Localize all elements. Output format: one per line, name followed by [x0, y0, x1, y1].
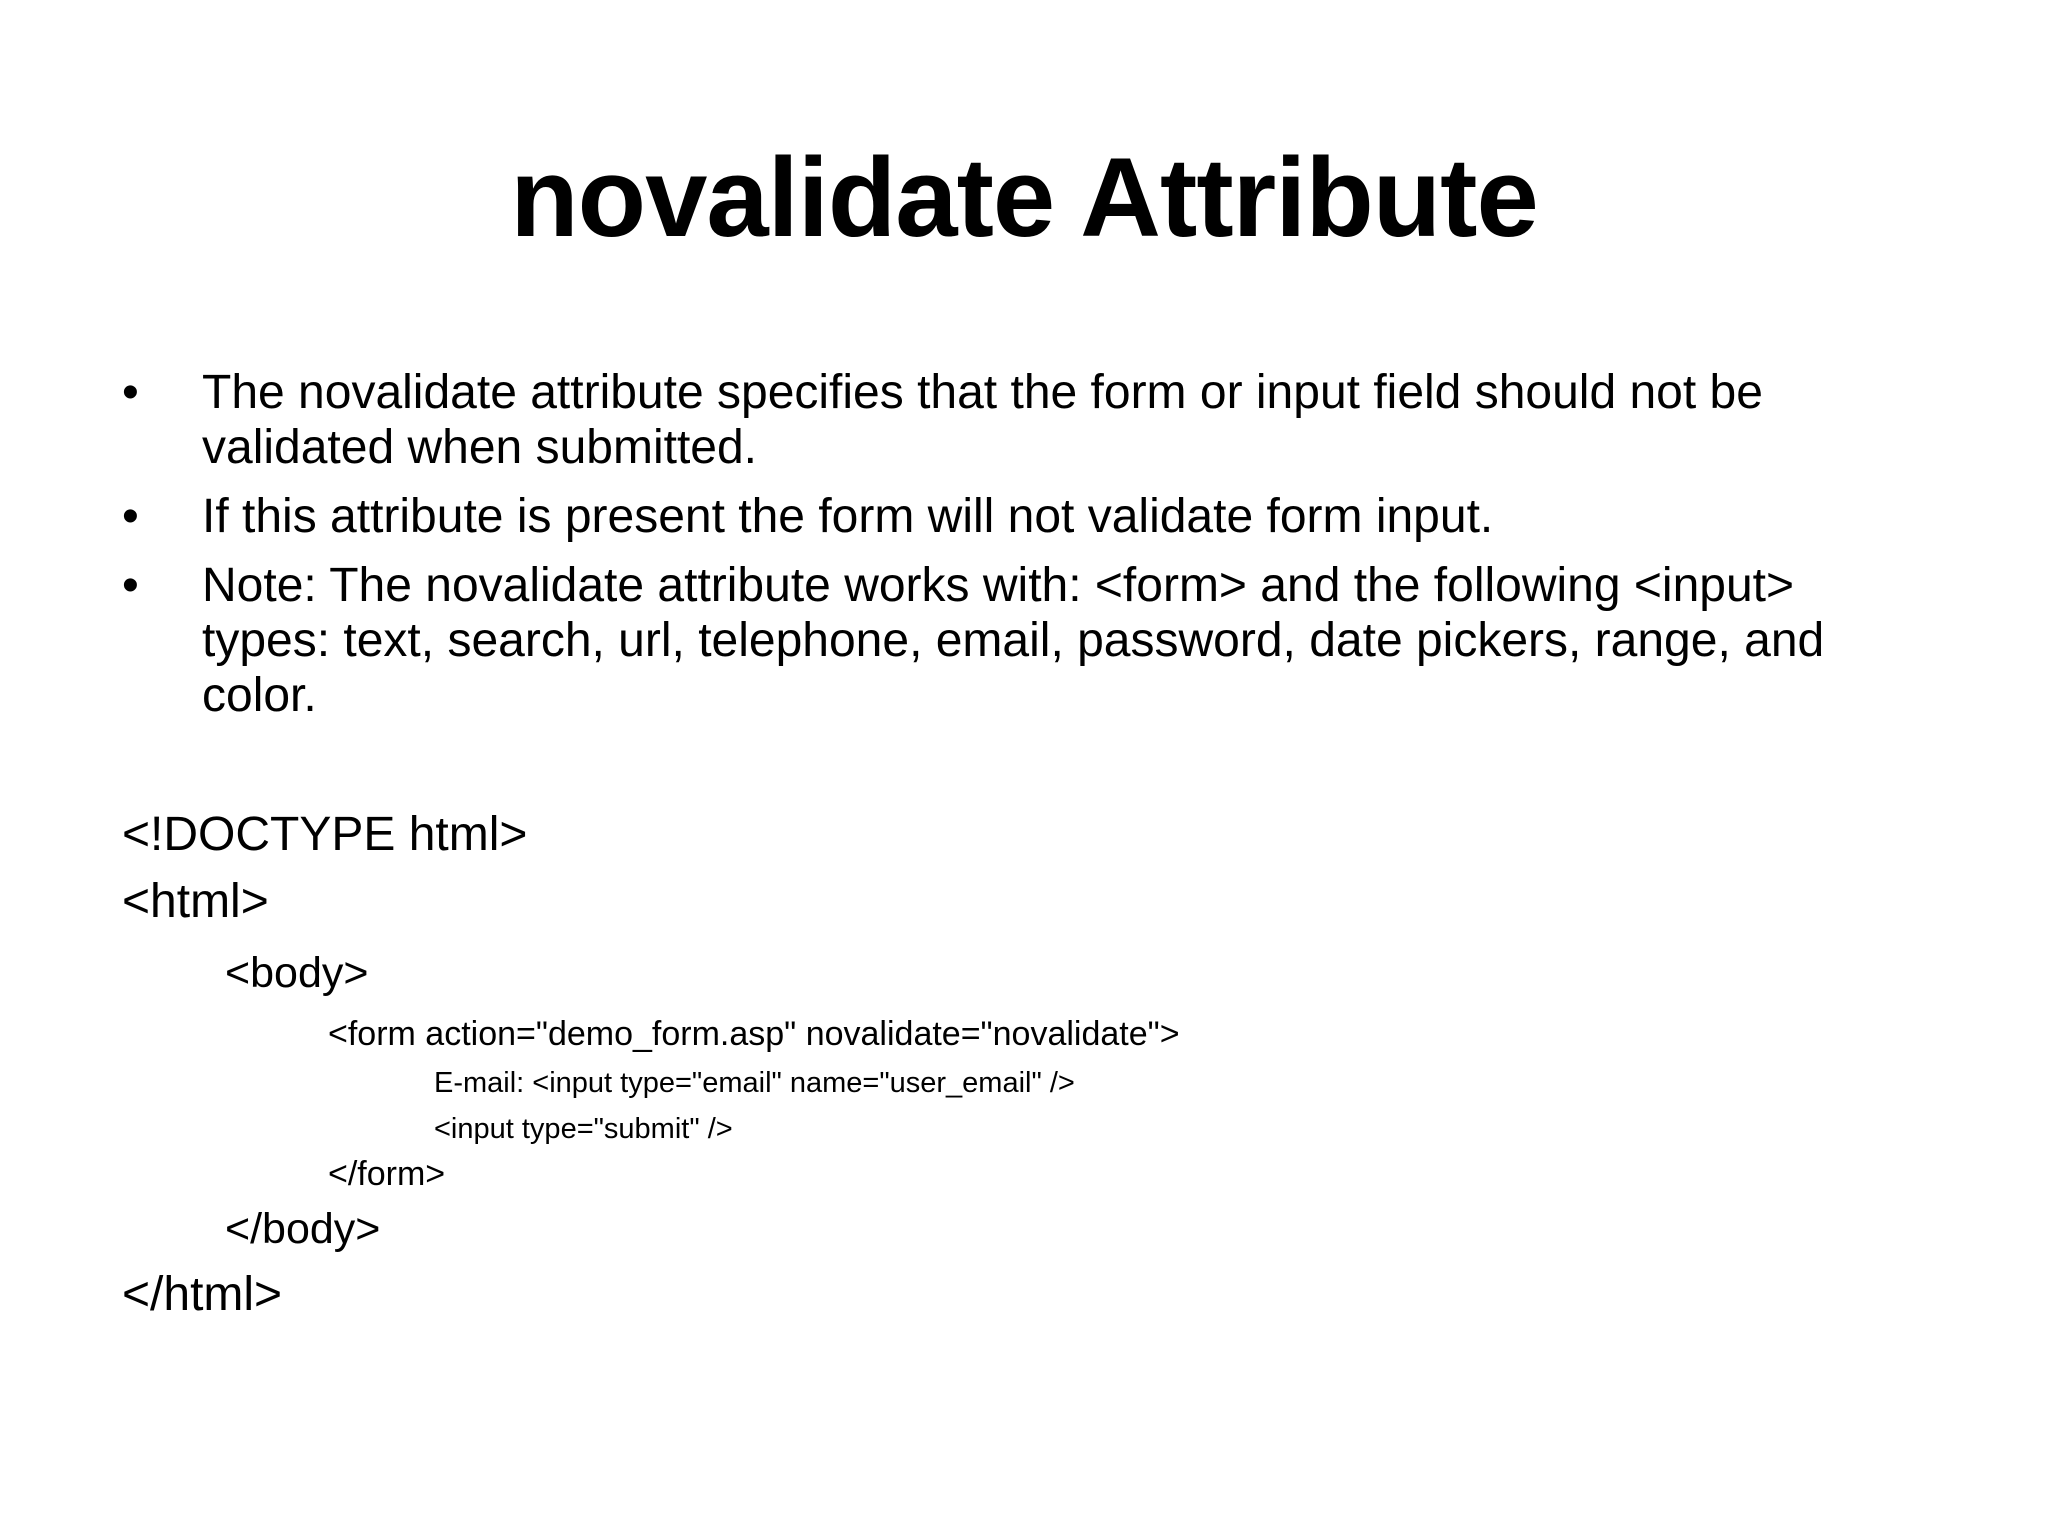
- bullet-marker: •: [122, 366, 139, 419]
- bullet-marker: •: [122, 490, 139, 543]
- bullet-item: [122, 365, 1922, 475]
- slide-title: novalidate Attribute: [510, 135, 1538, 260]
- code-line-form-open: <form action="demo_form.asp" novalidate="novalidate">: [328, 1015, 1180, 1053]
- code-line-html-close: </html>: [122, 1268, 283, 1321]
- bullet-list: [122, 365, 1922, 737]
- code-line-body-close: </body>: [225, 1205, 381, 1253]
- bullet-text: If this attribute is present the form will not validate form input.: [202, 490, 1494, 543]
- code-line-doctype: <!DOCTYPE html>: [122, 808, 528, 861]
- bullet-marker: •: [122, 559, 139, 612]
- code-line-form-close: </form>: [328, 1155, 446, 1193]
- code-line-body-open: <body>: [225, 949, 369, 997]
- code-line-submit-input: <input type="submit" />: [434, 1113, 733, 1145]
- bullet-text: Note: The novalidate attribute works with: <form> and the following <input> types: text, search, url, telephone, email, password, date pickers, range, and color.: [202, 559, 1825, 722]
- bullet-text: The novalidate attribute specifies that the form or input field should not be validated when submitted.: [202, 366, 1763, 474]
- bullet-item: [122, 558, 1922, 723]
- code-line-email-input: E-mail: <input type="email" name="user_email" />: [434, 1067, 1075, 1099]
- code-line-html-open: <html>: [122, 875, 269, 928]
- bullet-item: [122, 489, 1922, 544]
